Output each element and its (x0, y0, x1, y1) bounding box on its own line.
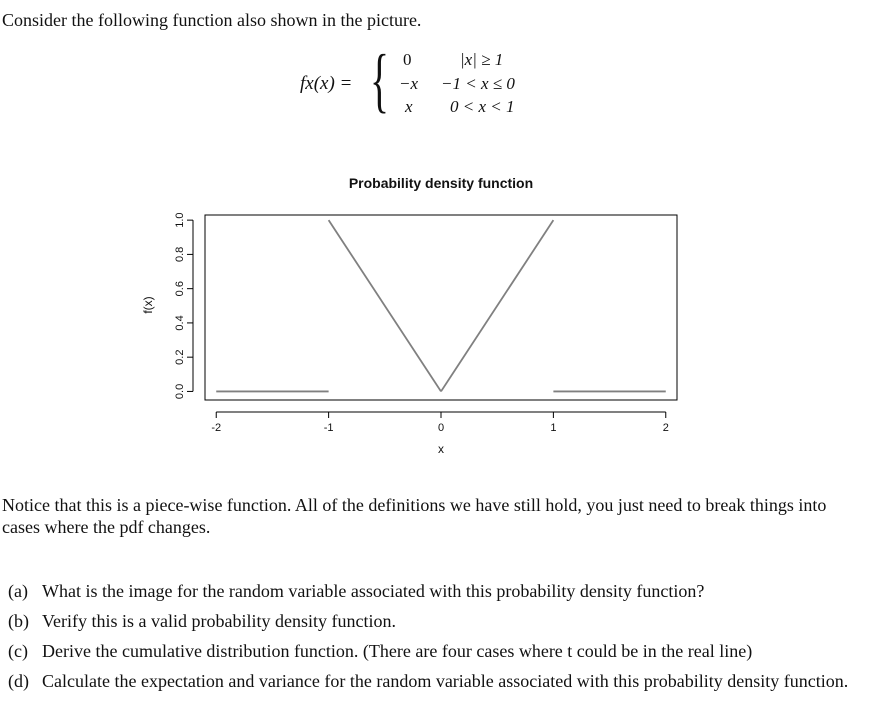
question-text: What is the image for the random variable associated with this probability density function? (42, 581, 705, 601)
question-label: (c) (8, 641, 28, 661)
chart-title: Probability density function (348, 175, 534, 191)
question-a (8, 580, 858, 603)
question-c (8, 640, 858, 663)
x-tick-label: -2 (211, 422, 222, 434)
y-axis (174, 212, 193, 399)
plot-box (205, 215, 677, 400)
formula-condition-2: −1 < x ≤ 0 (441, 74, 515, 93)
series-left-branch (329, 220, 441, 391)
formula-value-3: x (405, 97, 413, 116)
formula-condition-3: 0 < x < 1 (450, 97, 515, 116)
formula-brace: { (370, 40, 390, 120)
y-tick-label: 0.4 (174, 315, 186, 331)
notice-paragraph: Notice that this is a piece-wise function. All of the definitions we have still hold, you just need to break things into cases where the pdf changes. (2, 495, 827, 537)
question-d (8, 670, 858, 693)
question-label: (a) (8, 581, 28, 601)
series-right-branch (441, 220, 553, 391)
y-tick-label: 0.0 (174, 383, 186, 400)
x-axis (211, 412, 668, 434)
question-label: (d) (8, 671, 29, 691)
y-tick-label: 0.2 (174, 349, 186, 365)
question-text: Derive the cumulative distribution function. (There are four cases where t could be in the real line) (42, 641, 753, 661)
x-tick-label: 2 (662, 422, 669, 434)
y-tick-label: 1.0 (174, 212, 186, 228)
question-label: (b) (8, 611, 29, 631)
formula-lhs: fx(x) = (300, 73, 353, 94)
question-list (8, 580, 858, 700)
piecewise-formula (298, 40, 558, 126)
formula-value-1: 0 (403, 50, 412, 69)
intro-text: Consider the following function also shown in the picture. (2, 10, 422, 30)
y-tick-label: 0.6 (174, 281, 186, 297)
density-lines (216, 220, 666, 391)
formula-value-2: −x (399, 74, 419, 93)
x-tick-label: 0 (437, 422, 445, 434)
x-tick-label: -1 (323, 422, 334, 434)
x-tick-label: 1 (550, 422, 557, 434)
x-axis-label: x (438, 442, 444, 456)
formula-condition-1: |x| ≥ 1 (460, 50, 504, 69)
y-axis-label: f(x) (141, 296, 155, 314)
y-tick-label: 0.8 (174, 246, 186, 263)
question-text: Calculate the expectation and variance for the random variable associated with this probability density function. (42, 671, 849, 691)
pdf-chart (130, 168, 690, 468)
question-b (8, 610, 858, 633)
question-text: Verify this is a valid probability density function. (42, 611, 396, 631)
